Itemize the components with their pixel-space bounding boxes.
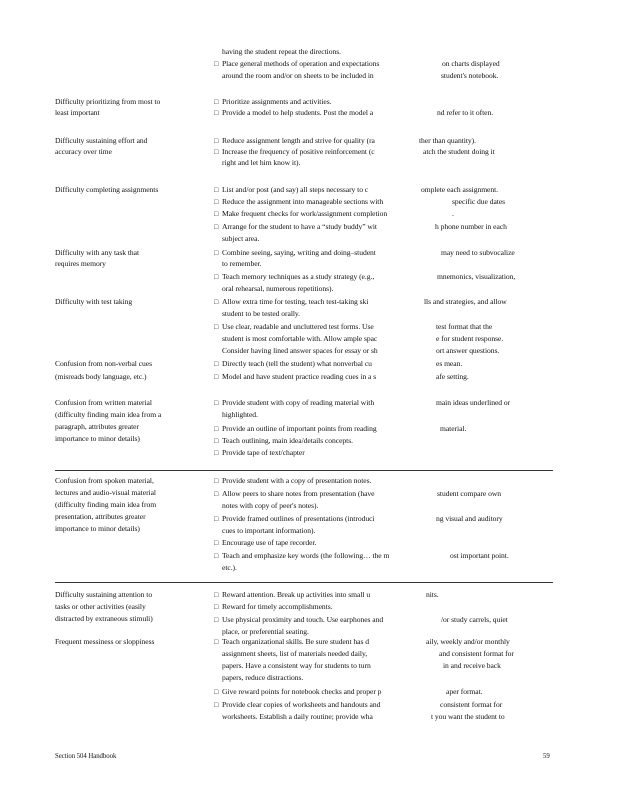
accommodation-text-right: ost important point. — [450, 551, 509, 560]
accommodation-text: Provide student with a copy of presentation notes. — [222, 476, 372, 485]
accommodation-text: Encourage use of tape recorder. — [222, 538, 317, 547]
difficulty-label: Confusion from non-verbal cues — [55, 359, 152, 368]
difficulty-label: (difficulty finding main idea from a — [55, 410, 162, 419]
continued-text: assignment sheets, list of materials needed daily, — [222, 649, 368, 658]
continued-text-right: t you want the student to — [431, 712, 505, 721]
continued-text-right: and consistent format for — [439, 649, 514, 658]
bullet-icon: □ — [214, 198, 219, 206]
difficulty-label: Difficulty with test taking — [55, 297, 133, 306]
accommodation-text-right: specific due dates — [452, 197, 506, 206]
continued-text-right: student's notebook. — [441, 71, 499, 80]
bullet-icon: □ — [214, 425, 219, 433]
bullet-icon: □ — [214, 323, 219, 331]
continued-text: student is most comfortable with. Allow ample spac — [222, 334, 378, 343]
continued-text: place, or preferential seating. — [222, 627, 309, 636]
continued-text: student to be tested orally. — [222, 309, 301, 318]
bullet-icon: □ — [214, 591, 219, 599]
bullet-icon: □ — [214, 616, 219, 624]
accommodation-text-right: ther than quantity). — [419, 136, 476, 145]
difficulty-label: Difficulty completing assignments — [55, 185, 159, 194]
accommodation-text-right: consistent format for — [440, 700, 503, 709]
continued-text: highlighted. — [222, 410, 258, 419]
accommodation-text: Provide a model to help students. Post the model a — [222, 108, 374, 117]
bullet-icon: □ — [214, 437, 219, 445]
accommodation-text-right: nits. — [426, 590, 439, 599]
accommodation-text: Provide tape of text/chapter — [222, 448, 305, 457]
accommodation-text: Provide an outline of important points from reading — [222, 424, 377, 433]
continued-text-right: in and receive back — [443, 661, 501, 670]
difficulty-label: Confusion from written material — [55, 398, 152, 407]
bullet-icon: □ — [214, 515, 219, 523]
difficulty-label: (difficulty finding main idea from — [55, 500, 157, 509]
bullet-icon: □ — [214, 477, 219, 485]
difficulty-label: least important — [55, 108, 100, 117]
difficulty-label: lectures and audio-visual material — [55, 488, 156, 497]
continued-text: to remember. — [222, 259, 262, 268]
difficulty-label: Frequent messiness or sloppiness — [55, 637, 155, 646]
difficulty-label: requires memory — [55, 259, 106, 268]
accommodation-text-right: atch the student doing it — [423, 147, 495, 156]
continued-text: around the room and/or on sheets to be included in — [222, 71, 374, 80]
continued-text-right: ort answer questions. — [436, 346, 500, 355]
bullet-icon: □ — [214, 539, 219, 547]
continued-text: worksheets. Establish a daily routine; provide wha — [222, 712, 373, 721]
accommodation-text-right: mnemonics, visualization, — [437, 272, 516, 281]
bullet-icon: □ — [214, 603, 219, 611]
accommodation-text-right: es mean. — [436, 359, 463, 368]
difficulty-label: Difficulty sustaining attention to — [55, 590, 153, 599]
accommodation-text-right: nd refer to it often. — [437, 108, 494, 117]
accommodation-text-right: afe setting. — [436, 372, 469, 381]
section-divider — [55, 582, 553, 583]
accommodation-text-right: main ideas underlined or — [436, 398, 511, 407]
accommodation-text: Model and have student practice reading cues in a s — [222, 372, 377, 381]
bullet-icon: □ — [214, 399, 219, 407]
bullet-icon: □ — [214, 186, 219, 194]
continued-text: subject area. — [222, 234, 260, 243]
bullet-icon: □ — [214, 109, 219, 117]
accommodation-text-right: student compare own — [437, 489, 502, 498]
bullet-icon: □ — [214, 249, 219, 257]
bullet-icon: □ — [214, 449, 219, 457]
difficulty-label: Difficulty prioritizing from most to — [55, 97, 161, 106]
accommodation-text-right: aper format. — [446, 687, 483, 696]
continued-text: oral rehearsal, numerous repetitions). — [222, 284, 334, 293]
accommodation-text: Reward for timely accomplishments. — [222, 602, 333, 611]
bullet-icon: □ — [214, 373, 219, 381]
continued-text: Consider having lined answer spaces for essay or sh — [222, 346, 378, 355]
accommodation-text: Reward attention. Break up activities into small u — [222, 590, 371, 599]
accommodation-text: Provide clear copies of worksheets and handouts and — [222, 700, 381, 709]
difficulty-label: accuracy over time — [55, 147, 112, 156]
accommodation-text: List and/or post (and say) all steps necessary to c — [222, 185, 369, 194]
accommodation-text: Teach memory techniques as a study strategy (e.g., — [222, 272, 375, 281]
accommodation-text: Prioritize assignments and activities. — [222, 97, 332, 106]
accommodation-text: Make frequent checks for work/assignment completion — [222, 209, 388, 218]
accommodation-text-right: ng visual and auditory — [436, 514, 503, 523]
difficulty-label: distracted by extraneous stimuli) — [55, 614, 153, 623]
accommodation-text: Use clear, readable and uncluttered test forms. Use — [222, 322, 374, 331]
continued-text: having the student repeat the directions. — [222, 47, 341, 56]
difficulty-label: presentation, attributes greater — [55, 512, 146, 521]
accommodation-text-right: h phone number in each — [435, 222, 507, 231]
continued-text: etc.). — [222, 563, 237, 572]
accommodation-text: Directly teach (tell the student) what nonverbal cu — [222, 359, 372, 368]
accommodation-text: Combine seeing, saying, writing and doing–student — [222, 248, 376, 257]
continued-text: cues to important information). — [222, 526, 316, 535]
difficulty-label: (misreads body language, etc.) — [55, 372, 147, 381]
accommodation-text: Use physical proximity and touch. Use earphones and — [222, 615, 384, 624]
accommodation-text-right: test format that the — [436, 322, 493, 331]
accommodation-text-right: material. — [440, 424, 467, 433]
page-number: 59 — [543, 753, 550, 760]
bullet-icon: □ — [214, 490, 219, 498]
bullet-icon: □ — [214, 688, 219, 696]
difficulty-label: Confusion from spoken material, — [55, 476, 154, 485]
accommodation-text: Provide framed outlines of presentations (introduci — [222, 514, 375, 523]
accommodation-text: Give reward points for notebook checks and proper p — [222, 687, 382, 696]
accommodation-text-right: omplete each assignment. — [421, 185, 499, 194]
difficulty-label: importance to minor details) — [55, 524, 140, 533]
difficulty-label: Difficulty sustaining effort and — [55, 136, 148, 145]
accommodation-text-right: . — [452, 209, 454, 218]
difficulty-label: importance to minor details) — [55, 434, 140, 443]
bullet-icon: □ — [214, 98, 219, 106]
bullet-icon: □ — [214, 137, 219, 145]
accommodation-text: Increase the frequency of positive reinforcement (c — [222, 147, 375, 156]
accommodation-text: Reduce assignment length and strive for quality (ra — [222, 136, 375, 145]
accommodation-text: Teach outlining, main idea/details concepts. — [222, 436, 353, 445]
bullet-icon: □ — [214, 273, 219, 281]
accommodation-text: Teach and emphasize key words (the following… the m — [222, 551, 390, 560]
continued-text: papers. Have a consistent way for students to turn — [222, 661, 371, 670]
accommodation-text-right: on charts displayed — [442, 59, 500, 68]
accommodation-text: Arrange for the student to have a “study buddy” wit — [222, 222, 377, 231]
difficulty-label: tasks or other activities (easily — [55, 602, 146, 611]
footer-title: Section 504 Handbook — [55, 753, 117, 760]
bullet-icon: □ — [214, 701, 219, 709]
accommodation-text: Teach organizational skills. Be sure student has d — [222, 637, 369, 646]
accommodation-text: Reduce the assignment into manageable sections with — [222, 197, 384, 206]
accommodation-text-right: may need to subvocalize — [441, 248, 515, 257]
accommodation-text: Provide student with copy of reading material with — [222, 398, 375, 407]
bullet-icon: □ — [214, 638, 219, 646]
difficulty-label: Difficulty with any task that — [55, 248, 140, 257]
accommodation-text-right: /or study carrels, quiet — [441, 615, 508, 624]
bullet-icon: □ — [214, 60, 219, 68]
bullet-icon: □ — [214, 210, 219, 218]
continued-text-right: e for student response. — [436, 334, 504, 343]
bullet-icon: □ — [214, 298, 219, 306]
continued-text: right and let him know it). — [222, 158, 301, 167]
continued-text: papers, reduce distractions. — [222, 673, 304, 682]
accommodation-text: Allow peers to share notes from presentation (have — [222, 489, 375, 498]
bullet-icon: □ — [214, 223, 219, 231]
bullet-icon: □ — [214, 552, 219, 560]
continued-text: notes with copy of peer's notes). — [222, 501, 319, 510]
bullet-icon: □ — [214, 148, 219, 156]
accommodation-text-right: aily, weekly and/or monthly — [426, 637, 510, 646]
section-divider — [55, 470, 553, 471]
accommodation-text: Place general methods of operation and expectations — [222, 59, 380, 68]
accommodation-text-right: lls and strategies, and allow — [424, 297, 507, 306]
accommodation-text: Allow extra time for testing, teach test-taking ski — [222, 297, 369, 306]
bullet-icon: □ — [214, 360, 219, 368]
difficulty-label: paragraph, attributes greater — [55, 422, 139, 431]
